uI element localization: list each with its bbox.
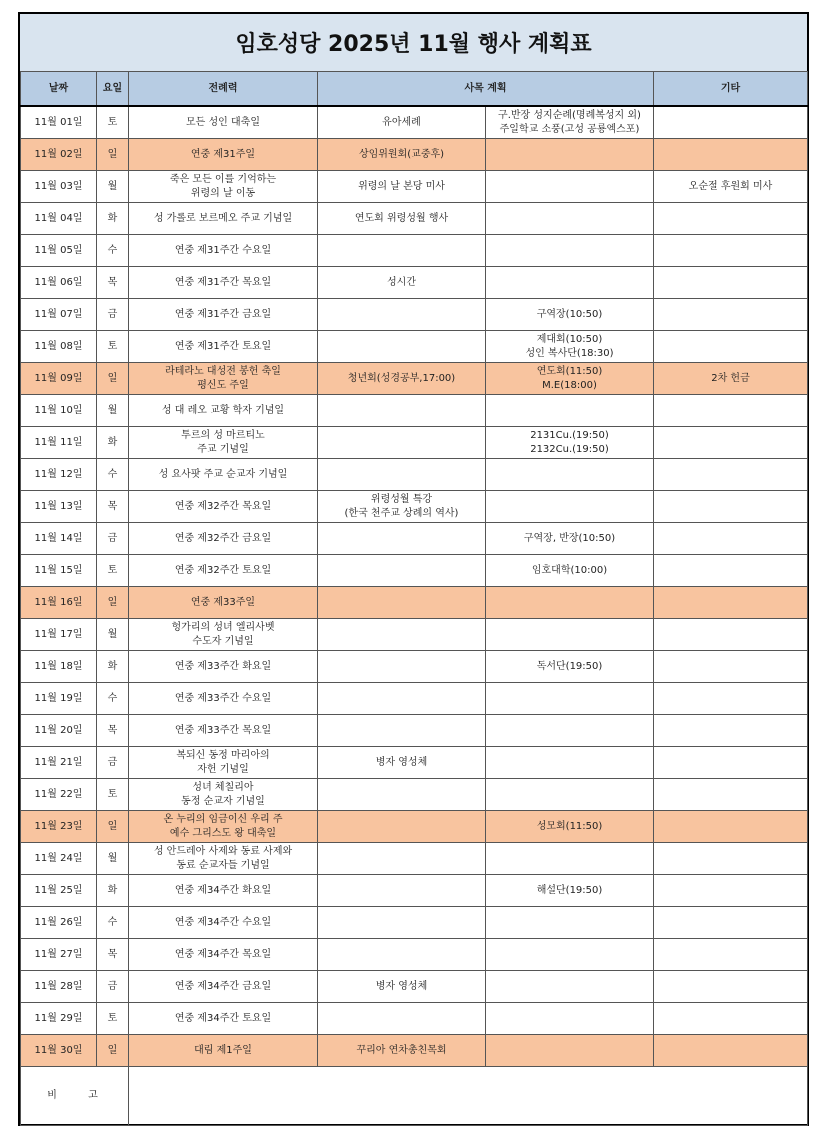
etc-cell <box>654 939 808 971</box>
pastoral-plan-cell <box>318 299 486 331</box>
liturgy-cell: 모든 성인 대축일 <box>129 106 318 139</box>
pastoral-plan-cell: 유아세례 <box>318 106 486 139</box>
table-row <box>21 459 808 491</box>
day-cell: 일 <box>97 139 129 171</box>
date-cell: 11월 14일 <box>21 523 97 555</box>
etc-cell <box>654 299 808 331</box>
liturgy-cell: 연중 제32주간 토요일 <box>129 555 318 587</box>
day-cell: 토 <box>97 1003 129 1035</box>
header-etc: 기타 <box>654 72 808 107</box>
table-row <box>21 139 808 171</box>
date-cell: 11월 06일 <box>21 267 97 299</box>
pastoral-plan-cell-2 <box>486 139 654 171</box>
liturgy-cell: 성 요사팟 주교 순교자 기념일 <box>129 459 318 491</box>
liturgy-cell: 연중 제32주간 목요일 <box>129 491 318 523</box>
pastoral-plan-cell: 청년회(성경공부,17:00) <box>318 363 486 395</box>
etc-cell <box>654 1035 808 1067</box>
pastoral-plan-cell-2 <box>486 907 654 939</box>
table-row <box>21 555 808 587</box>
pastoral-plan-cell: 꾸리아 연차총친목회 <box>318 1035 486 1067</box>
liturgy-cell: 라테라노 대성전 봉헌 축일 평신도 주일 <box>129 363 318 395</box>
date-cell: 11월 11일 <box>21 427 97 459</box>
day-cell: 월 <box>97 395 129 427</box>
day-cell: 월 <box>97 619 129 651</box>
pastoral-plan-cell <box>318 619 486 651</box>
liturgy-cell: 대림 제1주일 <box>129 1035 318 1067</box>
pastoral-plan-cell <box>318 555 486 587</box>
day-cell: 금 <box>97 523 129 555</box>
pastoral-plan-cell-2: 구.반장 성지순례(명례복성지 외) 주일학교 소풍(고성 공룡엑스포) <box>486 106 654 139</box>
etc-cell <box>654 651 808 683</box>
pastoral-plan-cell-2: 해설단(19:50) <box>486 875 654 907</box>
etc-cell <box>654 139 808 171</box>
pastoral-plan-cell: 위령성월 특강 (한국 천주교 상례의 역사) <box>318 491 486 523</box>
table-row <box>21 523 808 555</box>
liturgy-cell: 투르의 성 마르티노 주교 기념일 <box>129 427 318 459</box>
date-cell: 11월 24일 <box>21 843 97 875</box>
etc-cell <box>654 523 808 555</box>
date-cell: 11월 12일 <box>21 459 97 491</box>
day-cell: 토 <box>97 555 129 587</box>
liturgy-cell: 연중 제34주간 금요일 <box>129 971 318 1003</box>
liturgy-cell: 복되신 동정 마리아의 자헌 기념일 <box>129 747 318 779</box>
table-row <box>21 587 808 619</box>
table-row <box>21 235 808 267</box>
etc-cell <box>654 203 808 235</box>
table-row <box>21 203 808 235</box>
day-cell: 목 <box>97 715 129 747</box>
etc-cell <box>654 106 808 139</box>
table-row <box>21 267 808 299</box>
pastoral-plan-cell-2 <box>486 235 654 267</box>
pastoral-plan-cell-2: 독서단(19:50) <box>486 651 654 683</box>
pastoral-plan-cell-2 <box>486 459 654 491</box>
table-row <box>21 427 808 459</box>
etc-cell <box>654 747 808 779</box>
etc-cell <box>654 491 808 523</box>
day-cell: 금 <box>97 971 129 1003</box>
day-cell: 화 <box>97 875 129 907</box>
pastoral-plan-cell <box>318 523 486 555</box>
header-row <box>21 72 808 107</box>
pastoral-plan-cell <box>318 331 486 363</box>
table-row <box>21 619 808 651</box>
date-cell: 11월 03일 <box>21 171 97 203</box>
pastoral-plan-cell-2 <box>486 1035 654 1067</box>
liturgy-cell: 연중 제31주간 수요일 <box>129 235 318 267</box>
table-row <box>21 971 808 1003</box>
table-row <box>21 299 808 331</box>
table-row <box>21 395 808 427</box>
date-cell: 11월 26일 <box>21 907 97 939</box>
table-row <box>21 747 808 779</box>
pastoral-plan-cell <box>318 683 486 715</box>
date-cell: 11월 28일 <box>21 971 97 1003</box>
pastoral-plan-cell-2 <box>486 747 654 779</box>
liturgy-cell: 연중 제31주간 토요일 <box>129 331 318 363</box>
etc-cell <box>654 555 808 587</box>
date-cell: 11월 15일 <box>21 555 97 587</box>
pastoral-plan-cell-2 <box>486 587 654 619</box>
day-cell: 수 <box>97 907 129 939</box>
day-cell: 화 <box>97 651 129 683</box>
day-cell: 화 <box>97 203 129 235</box>
day-cell: 금 <box>97 747 129 779</box>
date-cell: 11월 21일 <box>21 747 97 779</box>
pastoral-plan-cell: 상임위원회(교중후) <box>318 139 486 171</box>
day-cell: 월 <box>97 171 129 203</box>
etc-cell <box>654 843 808 875</box>
day-cell: 일 <box>97 1035 129 1067</box>
day-cell: 목 <box>97 939 129 971</box>
table-row <box>21 331 808 363</box>
pastoral-plan-cell: 위령의 날 본당 미사 <box>318 171 486 203</box>
table-row <box>21 363 808 395</box>
etc-cell <box>654 875 808 907</box>
liturgy-cell: 연중 제31주일 <box>129 139 318 171</box>
header-pastoral: 사목 계획 <box>318 72 654 107</box>
date-cell: 11월 04일 <box>21 203 97 235</box>
liturgy-cell: 연중 제33주간 수요일 <box>129 683 318 715</box>
liturgy-cell: 연중 제31주간 목요일 <box>129 267 318 299</box>
date-cell: 11월 22일 <box>21 779 97 811</box>
pastoral-plan-cell-2 <box>486 1003 654 1035</box>
pastoral-plan-cell-2: 연도회(11:50) M.E(18:00) <box>486 363 654 395</box>
etc-cell <box>654 971 808 1003</box>
pastoral-plan-cell <box>318 779 486 811</box>
table-row <box>21 779 808 811</box>
header-liturgy: 전례력 <box>129 72 318 107</box>
liturgy-cell: 성 대 레오 교황 학자 기념일 <box>129 395 318 427</box>
day-cell: 수 <box>97 683 129 715</box>
pastoral-plan-cell-2 <box>486 683 654 715</box>
pastoral-plan-cell-2 <box>486 203 654 235</box>
pastoral-plan-cell-2 <box>486 619 654 651</box>
etc-cell <box>654 811 808 843</box>
table-row <box>21 491 808 523</box>
day-cell: 금 <box>97 299 129 331</box>
date-cell: 11월 30일 <box>21 1035 97 1067</box>
note-label: 비 고 <box>21 1067 129 1126</box>
pastoral-plan-cell: 성시간 <box>318 267 486 299</box>
day-cell: 수 <box>97 235 129 267</box>
etc-cell <box>654 619 808 651</box>
liturgy-cell: 성녀 체칠리아 동정 순교자 기념일 <box>129 779 318 811</box>
etc-cell <box>654 427 808 459</box>
pastoral-plan-cell <box>318 235 486 267</box>
day-cell: 일 <box>97 363 129 395</box>
date-cell: 11월 27일 <box>21 939 97 971</box>
table-row <box>21 651 808 683</box>
etc-cell: 2차 헌금 <box>654 363 808 395</box>
etc-cell <box>654 683 808 715</box>
pastoral-plan-cell <box>318 459 486 491</box>
date-cell: 11월 13일 <box>21 491 97 523</box>
liturgy-cell: 죽은 모든 이를 기억하는 위령의 날 이동 <box>129 171 318 203</box>
date-cell: 11월 29일 <box>21 1003 97 1035</box>
date-cell: 11월 07일 <box>21 299 97 331</box>
day-cell: 일 <box>97 587 129 619</box>
table-row <box>21 171 808 203</box>
table-row <box>21 1035 808 1067</box>
pastoral-plan-cell <box>318 587 486 619</box>
table-row <box>21 683 808 715</box>
table-row <box>21 106 808 139</box>
pastoral-plan-cell <box>318 715 486 747</box>
pastoral-plan-cell-2 <box>486 971 654 1003</box>
etc-cell: 오순절 후원회 미사 <box>654 171 808 203</box>
pastoral-plan-cell <box>318 875 486 907</box>
etc-cell <box>654 459 808 491</box>
etc-cell <box>654 907 808 939</box>
pastoral-plan-cell-2: 2131Cu.(19:50) 2132Cu.(19:50) <box>486 427 654 459</box>
note-content <box>129 1067 808 1126</box>
pastoral-plan-cell <box>318 939 486 971</box>
pastoral-plan-cell-2: 임호대학(10:00) <box>486 555 654 587</box>
pastoral-plan-cell-2 <box>486 395 654 427</box>
day-cell: 토 <box>97 106 129 139</box>
liturgy-cell: 온 누리의 임금이신 우리 주 예수 그리스도 왕 대축일 <box>129 811 318 843</box>
liturgy-cell: 연중 제33주일 <box>129 587 318 619</box>
table-row <box>21 843 808 875</box>
table-row <box>21 875 808 907</box>
etc-cell <box>654 1003 808 1035</box>
table-row <box>21 1003 808 1035</box>
pastoral-plan-cell-2 <box>486 491 654 523</box>
etc-cell <box>654 235 808 267</box>
day-cell: 토 <box>97 331 129 363</box>
etc-cell <box>654 395 808 427</box>
pastoral-plan-cell <box>318 843 486 875</box>
liturgy-cell: 연중 제34주간 목요일 <box>129 939 318 971</box>
note-row <box>21 1067 808 1126</box>
date-cell: 11월 16일 <box>21 587 97 619</box>
date-cell: 11월 09일 <box>21 363 97 395</box>
day-cell: 일 <box>97 811 129 843</box>
day-cell: 토 <box>97 779 129 811</box>
liturgy-cell: 연중 제33주간 화요일 <box>129 651 318 683</box>
date-cell: 11월 01일 <box>21 106 97 139</box>
pastoral-plan-cell <box>318 651 486 683</box>
pastoral-plan-cell <box>318 395 486 427</box>
pastoral-plan-cell: 연도회 위령성월 행사 <box>318 203 486 235</box>
etc-cell <box>654 587 808 619</box>
liturgy-cell: 연중 제34주간 수요일 <box>129 907 318 939</box>
day-cell: 목 <box>97 491 129 523</box>
day-cell: 화 <box>97 427 129 459</box>
schedule-table <box>20 71 808 1126</box>
pastoral-plan-cell-2: 구역장, 반장(10:50) <box>486 523 654 555</box>
header-day: 요일 <box>97 72 129 107</box>
liturgy-cell: 헝가리의 성녀 엘리사벳 수도자 기념일 <box>129 619 318 651</box>
pastoral-plan-cell-2 <box>486 843 654 875</box>
etc-cell <box>654 715 808 747</box>
pastoral-plan-cell <box>318 907 486 939</box>
schedule-sheet <box>18 12 809 1126</box>
table-row <box>21 715 808 747</box>
liturgy-cell: 연중 제34주간 토요일 <box>129 1003 318 1035</box>
date-cell: 11월 02일 <box>21 139 97 171</box>
pastoral-plan-cell: 병자 영성체 <box>318 747 486 779</box>
pastoral-plan-cell-2 <box>486 171 654 203</box>
pastoral-plan-cell-2 <box>486 779 654 811</box>
liturgy-cell: 성 가롤로 보르메오 주교 기념일 <box>129 203 318 235</box>
date-cell: 11월 23일 <box>21 811 97 843</box>
pastoral-plan-cell-2: 제대회(10:50) 성인 복사단(18:30) <box>486 331 654 363</box>
pastoral-plan-cell: 병자 영성체 <box>318 971 486 1003</box>
pastoral-plan-cell <box>318 1003 486 1035</box>
table-row <box>21 907 808 939</box>
pastoral-plan-cell-2: 성모회(11:50) <box>486 811 654 843</box>
date-cell: 11월 05일 <box>21 235 97 267</box>
etc-cell <box>654 779 808 811</box>
liturgy-cell: 성 안드레아 사제와 동료 사제와 동료 순교자들 기념일 <box>129 843 318 875</box>
date-cell: 11월 10일 <box>21 395 97 427</box>
date-cell: 11월 08일 <box>21 331 97 363</box>
liturgy-cell: 연중 제34주간 화요일 <box>129 875 318 907</box>
liturgy-cell: 연중 제31주간 금요일 <box>129 299 318 331</box>
liturgy-cell: 연중 제33주간 목요일 <box>129 715 318 747</box>
pastoral-plan-cell-2 <box>486 267 654 299</box>
header-date: 날짜 <box>21 72 97 107</box>
page-title: 임호성당 2025년 11월 행사 계획표 <box>20 14 807 73</box>
day-cell: 수 <box>97 459 129 491</box>
pastoral-plan-cell-2 <box>486 715 654 747</box>
table-row <box>21 939 808 971</box>
date-cell: 11월 17일 <box>21 619 97 651</box>
pastoral-plan-cell <box>318 811 486 843</box>
liturgy-cell: 연중 제32주간 금요일 <box>129 523 318 555</box>
date-cell: 11월 19일 <box>21 683 97 715</box>
pastoral-plan-cell <box>318 427 486 459</box>
date-cell: 11월 25일 <box>21 875 97 907</box>
date-cell: 11월 18일 <box>21 651 97 683</box>
pastoral-plan-cell-2: 구역장(10:50) <box>486 299 654 331</box>
pastoral-plan-cell-2 <box>486 939 654 971</box>
etc-cell <box>654 331 808 363</box>
day-cell: 월 <box>97 843 129 875</box>
etc-cell <box>654 267 808 299</box>
date-cell: 11월 20일 <box>21 715 97 747</box>
day-cell: 목 <box>97 267 129 299</box>
table-row <box>21 811 808 843</box>
